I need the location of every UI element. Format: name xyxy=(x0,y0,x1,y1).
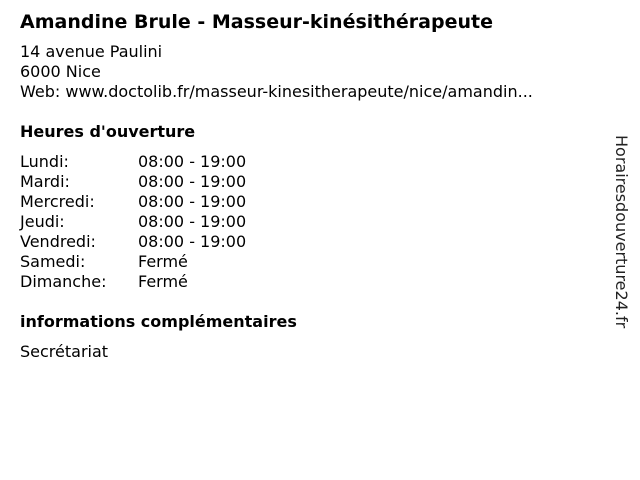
day-label: Vendredi: xyxy=(20,232,96,251)
day-hours: Fermé xyxy=(138,272,188,291)
day-label: Lundi: xyxy=(20,152,69,171)
website-link[interactable]: Web: www.doctolib.fr/masseur-kinesitherapeute/nice/amandin... xyxy=(20,82,533,101)
business-title: Amandine Brule - Masseur-kinésithérapeute xyxy=(20,11,493,33)
day-label: Mercredi: xyxy=(20,192,95,211)
city-address: 6000 Nice xyxy=(20,62,101,81)
opening-hours-table xyxy=(20,152,610,292)
day-label: Jeudi: xyxy=(20,212,65,231)
hours-row-saturday xyxy=(20,252,610,272)
hours-row-tuesday xyxy=(20,172,610,192)
business-card xyxy=(20,10,610,362)
day-hours: 08:00 - 19:00 xyxy=(138,212,247,231)
day-hours: 08:00 - 19:00 xyxy=(138,192,247,211)
address-block xyxy=(20,42,610,102)
day-label: Dimanche: xyxy=(20,272,107,291)
day-hours: 08:00 - 19:00 xyxy=(138,172,247,191)
day-label: Samedi: xyxy=(20,252,86,271)
hours-row-thursday xyxy=(20,212,610,232)
hours-row-friday xyxy=(20,232,610,252)
hours-row-monday xyxy=(20,152,610,172)
day-hours: 08:00 - 19:00 xyxy=(138,152,247,171)
day-hours: Fermé xyxy=(138,252,188,271)
day-hours: 08:00 - 19:00 xyxy=(138,232,247,251)
site-watermark: Horairesdouverture24.fr xyxy=(612,135,631,329)
day-label: Mardi: xyxy=(20,172,70,191)
hours-row-wednesday xyxy=(20,192,610,212)
extra-info-heading: informations complémentaires xyxy=(20,312,297,331)
hours-row-sunday xyxy=(20,272,610,292)
street-address: 14 avenue Paulini xyxy=(20,42,163,61)
extra-info-text: Secrétariat xyxy=(20,342,109,361)
opening-hours-heading: Heures d'ouverture xyxy=(20,122,196,141)
